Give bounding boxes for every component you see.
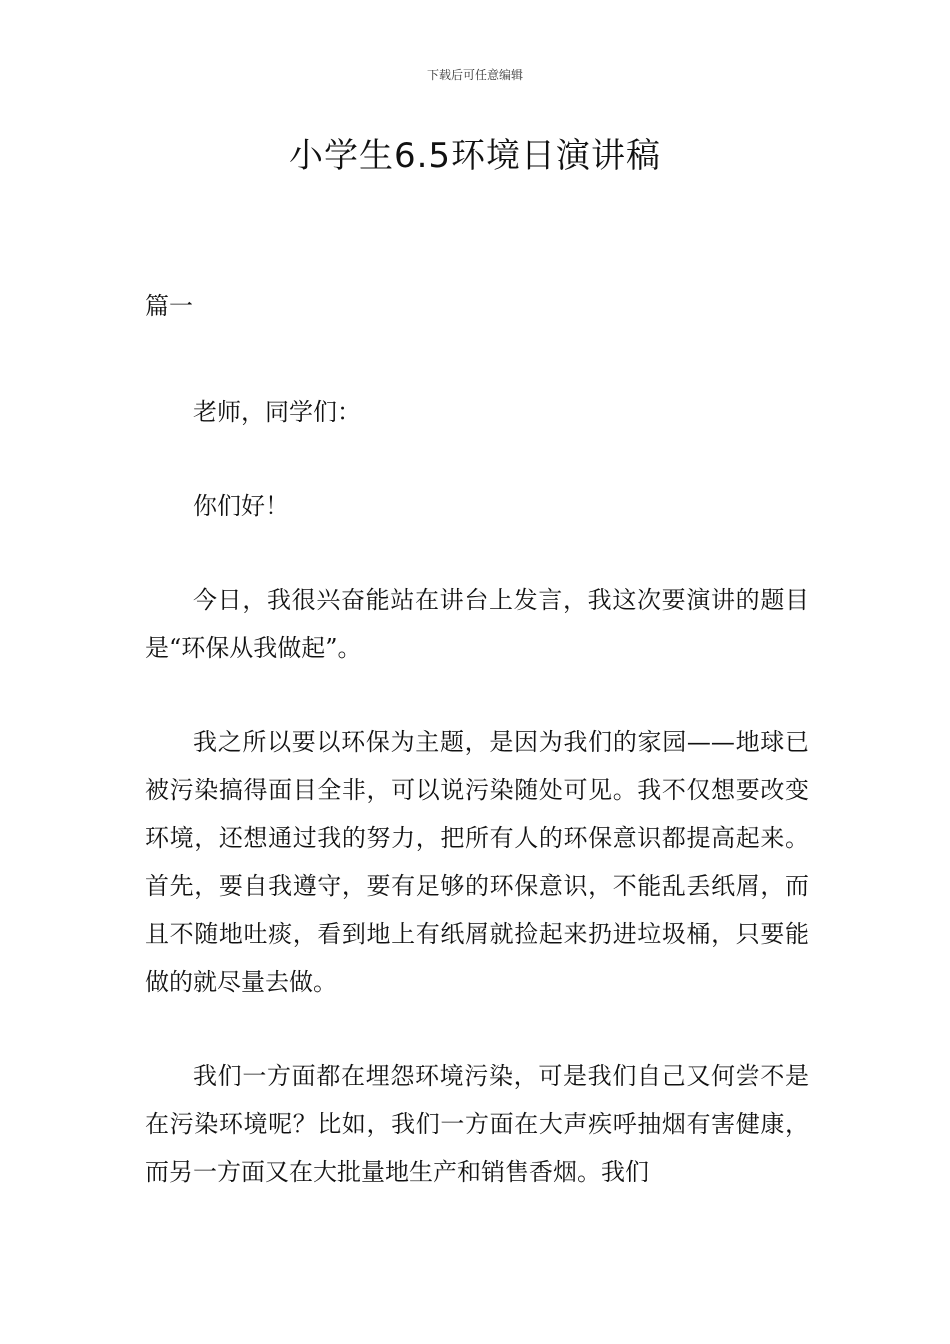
- header-note: 下载后可任意编辑: [426, 68, 523, 82]
- document-title: 小学生6.5环境日演讲稿: [288, 136, 662, 176]
- body-paragraph: 我之所以要以环保为主题，是因为我们的家园——地球已被污染搞得面目全非，可以说污染随处可见。我不仅想要改变环境，还想通过我的努力，把所有人的环保意识都提高起来。首先，要自我遵守，要有足够的环保意识，不能乱丢纸屑，而且不随地吐痰，看到地上有纸屑就捡起来扔进垃圾桶，只要能做的就尽量去做。: [145, 728, 809, 996]
- body-paragraph: 我们一方面都在埋怨环境污染，可是我们自己又何尝不是在污染环境呢？比如，我们一方面在大声疾呼抽烟有害健康，而另一方面又在大批量地生产和销售香烟。我们: [145, 1062, 809, 1186]
- document-body: [145, 282, 809, 1242]
- greeting-paragraph: 老师，同学们：: [193, 398, 361, 426]
- section-label: 篇一: [145, 292, 193, 320]
- intro-paragraph: 今日，我很兴奋能站在讲台上发言，我这次要演讲的题目是“环保从我做起”。: [145, 586, 809, 662]
- hello-paragraph: 你们好！: [193, 492, 289, 520]
